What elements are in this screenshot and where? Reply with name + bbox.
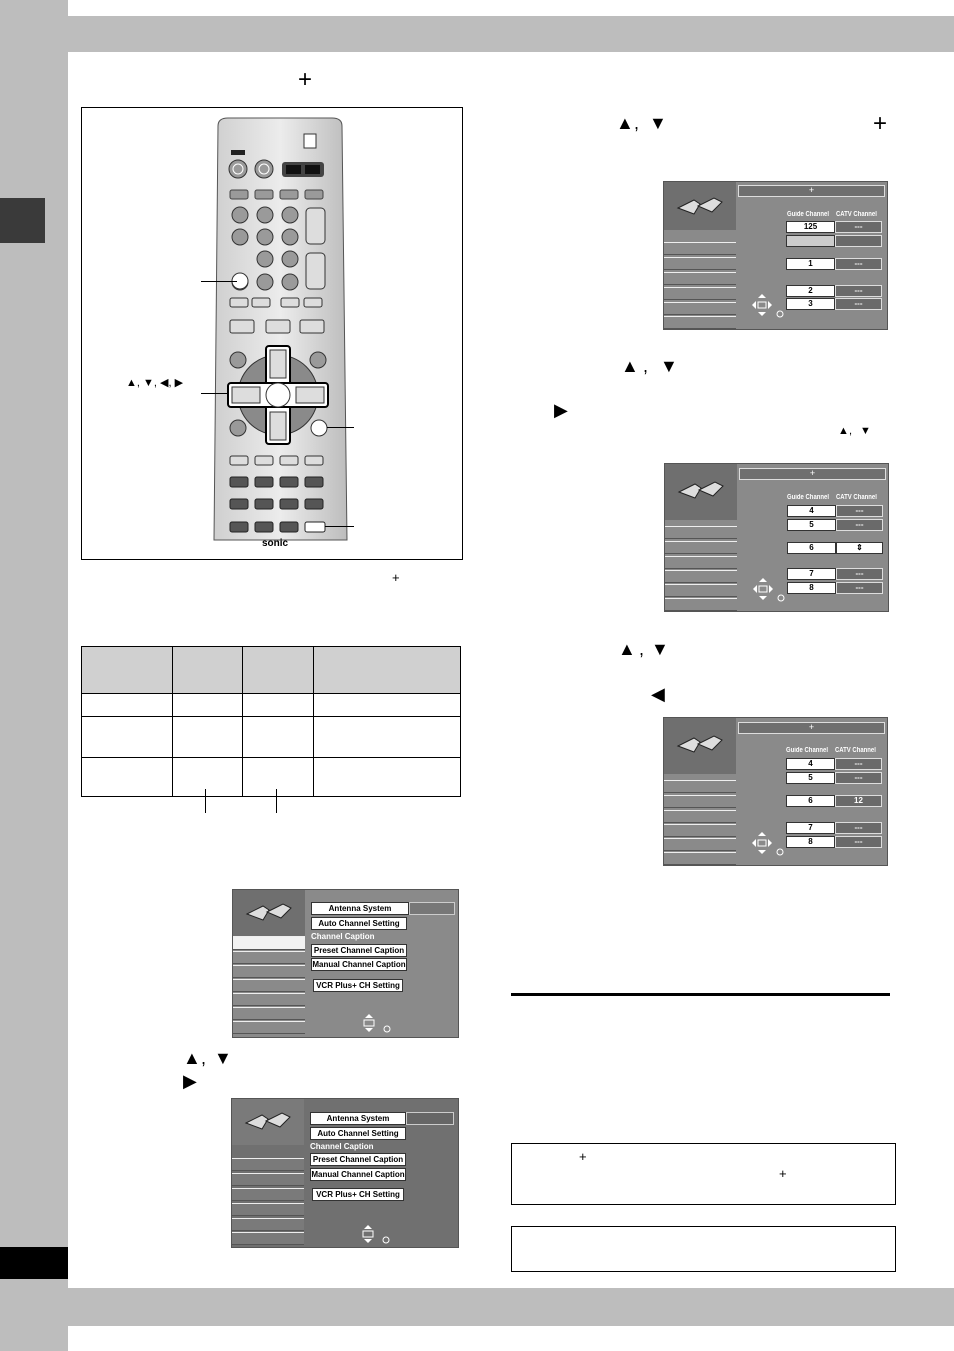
osd-catv-cell[interactable]: --- [835, 758, 882, 770]
step-down-arrow: ▼ [649, 113, 667, 133]
remote-control-image [82, 108, 462, 559]
osd-guide-cell[interactable]: 2 [786, 285, 835, 297]
osd-logo [232, 1099, 304, 1145]
osd-navpad-icon [750, 292, 790, 318]
step-down-arrow: ▼ [214, 1048, 232, 1068]
remote-brand: sonic [262, 538, 289, 549]
osd-channel-caption: Channel Caption [310, 1142, 374, 1151]
osd-guide-cell[interactable]: 7 [786, 822, 835, 834]
osd-catv-cell[interactable]: --- [835, 822, 882, 834]
osd-menu-screen [232, 889, 459, 1038]
osd-logo [664, 182, 736, 230]
osd-nav-item [232, 1203, 304, 1216]
osd-channel-screen-2 [664, 463, 889, 612]
osd-catv-cell[interactable]: --- [835, 285, 882, 297]
info-table [81, 646, 461, 797]
osd-nav-item [233, 993, 305, 1006]
osd-guide-cell[interactable]: 8 [787, 582, 836, 594]
osd-catv-cell[interactable]: --- [835, 836, 882, 848]
step-up-arrow: ▲ [616, 113, 634, 133]
osd-catv-cell-set[interactable]: 12 [835, 795, 882, 807]
osd-navpad-icon [751, 576, 791, 602]
osd-catv-cell[interactable]: --- [836, 505, 883, 517]
osd-navpad-icon [356, 1223, 396, 1245]
osd-nav-item [665, 570, 737, 583]
header-band [68, 16, 954, 52]
osd-nav-item [664, 302, 736, 315]
osd-catv-cell[interactable]: --- [835, 298, 882, 310]
callout-line [201, 281, 237, 282]
table-marker [276, 789, 277, 813]
step-up-arrow: ▲ [183, 1048, 201, 1068]
osd-nav-item [664, 780, 736, 793]
osd-col-guide: Guide Channel [787, 494, 829, 501]
osd-guide-cell[interactable]: 6 [787, 542, 836, 554]
step-down-arrow: ▼ [660, 356, 678, 376]
osd-nav-item [233, 951, 305, 964]
step-up-arrow: ▲ [621, 356, 639, 376]
callout-line [201, 393, 227, 394]
osd-guide-cell[interactable]: 4 [786, 758, 835, 770]
osd-navpad-icon [750, 830, 790, 856]
step-down-arrow: ▼ [651, 639, 669, 659]
osd-nav-item [665, 598, 737, 611]
osd-nav-item [665, 541, 737, 554]
osd-guide-cell[interactable]: 8 [786, 836, 835, 848]
osd-menu-screen-selected [231, 1098, 459, 1248]
step-right-arrow: ▶ [554, 400, 568, 420]
osd-antenna-system[interactable]: Antenna System [310, 1112, 406, 1125]
step-up-arrow: ▲ [618, 639, 636, 659]
osd-nav-item [664, 242, 736, 255]
osd-navpad-icon [357, 1012, 397, 1034]
osd-vcrplus-setting[interactable]: VCR Plus+ CH Setting [313, 979, 403, 992]
osd-nav-item [233, 936, 305, 950]
osd-nav-item [664, 272, 736, 285]
section-divider [511, 993, 890, 996]
osd-nav-item [665, 526, 737, 539]
osd-nav-item [232, 1158, 304, 1171]
osd-nav-item [233, 965, 305, 978]
osd-value [406, 1112, 454, 1125]
osd-nav-item [664, 316, 736, 329]
osd-guide-cell[interactable]: 5 [786, 772, 835, 784]
small-down-arrow: ▼ [860, 425, 871, 437]
osd-catv-cell-editing[interactable]: ⇕ [836, 542, 883, 554]
osd-title-bar: + [738, 185, 885, 197]
osd-catv-cell[interactable]: --- [835, 772, 882, 784]
osd-col-guide: Guide Channel [786, 747, 828, 754]
small-up-arrow: ▲ [838, 425, 849, 437]
osd-guide-cell[interactable]: 5 [787, 519, 836, 531]
section-tab [0, 198, 45, 243]
osd-nav-item [233, 1021, 305, 1034]
arrows-label: ▲, ▼, ◀, ▶ [126, 377, 184, 389]
osd-title-bar: + [739, 468, 886, 480]
osd-guide-cell[interactable]: 1 [786, 258, 835, 270]
small-comma: , [849, 425, 853, 437]
osd-vcrplus-setting[interactable]: VCR Plus+ CH Setting [312, 1188, 404, 1201]
osd-nav-item [664, 852, 736, 865]
osd-col-catv: CATV Channel [836, 211, 877, 218]
osd-guide-cell[interactable] [786, 235, 835, 247]
osd-guide-cell[interactable]: 3 [786, 298, 835, 310]
osd-auto-channel[interactable]: Auto Channel Setting [311, 917, 407, 930]
osd-catv-cell[interactable]: --- [836, 568, 883, 580]
osd-preset-caption[interactable]: Preset Channel Caption [310, 1153, 406, 1166]
osd-value [409, 902, 455, 915]
osd-nav-item [664, 795, 736, 808]
osd-nav-item [665, 584, 737, 597]
step-comma: , [634, 113, 640, 133]
osd-auto-channel[interactable]: Auto Channel Setting [310, 1127, 406, 1140]
osd-channel-screen-1 [663, 181, 888, 330]
step-comma: , [639, 639, 645, 659]
osd-nav-item [233, 979, 305, 992]
osd-col-catv: CATV Channel [836, 494, 877, 501]
osd-nav-item [232, 1173, 304, 1186]
table-marker [205, 789, 206, 813]
osd-title-bar: + [738, 722, 885, 734]
note-plus: + [779, 1166, 787, 1181]
osd-guide-cell[interactable]: 7 [787, 568, 836, 580]
step-plus: + [873, 110, 888, 137]
osd-catv-cell[interactable]: --- [836, 582, 883, 594]
step-left-arrow: ◀ [651, 684, 665, 704]
osd-nav-item [233, 1007, 305, 1020]
osd-nav-item [664, 287, 736, 300]
osd-nav-item [664, 824, 736, 837]
step-right-arrow: ▶ [183, 1071, 197, 1091]
footer-band [68, 1288, 954, 1326]
page-number-tab [0, 1247, 68, 1279]
osd-col-catv: CATV Channel [835, 747, 876, 754]
heading-plus: + [298, 66, 313, 93]
osd-catv-cell[interactable]: --- [835, 258, 882, 270]
osd-col-guide: Guide Channel [787, 211, 829, 218]
osd-logo [664, 718, 736, 774]
osd-preset-caption[interactable]: Preset Channel Caption [311, 944, 407, 957]
osd-channel-screen-3 [663, 717, 888, 866]
osd-catv-cell[interactable]: --- [836, 519, 883, 531]
osd-nav-item [232, 1232, 304, 1245]
osd-guide-cell[interactable]: 6 [786, 795, 835, 807]
osd-guide-cell[interactable]: 125 [786, 221, 835, 233]
osd-manual-caption[interactable]: Manual Channel Caption [311, 1170, 405, 1179]
osd-catv-cell[interactable]: --- [835, 221, 882, 233]
step-comma: , [201, 1048, 207, 1068]
callout-line [325, 526, 354, 527]
osd-guide-cell[interactable]: 4 [787, 505, 836, 517]
osd-nav-item [232, 1218, 304, 1231]
note-plus: + [579, 1149, 587, 1164]
osd-nav-item [232, 1188, 304, 1201]
note-box [511, 1226, 896, 1272]
step-comma: , [643, 356, 649, 376]
osd-nav-item [664, 838, 736, 851]
osd-nav-item [664, 810, 736, 823]
remote-illustration-box [81, 107, 463, 560]
osd-channel-caption: Channel Caption [311, 932, 375, 941]
osd-logo [233, 890, 305, 936]
osd-logo [665, 464, 737, 520]
osd-manual-caption[interactable]: Manual Channel Caption [312, 960, 406, 969]
osd-antenna-system[interactable]: Antenna System [311, 902, 409, 915]
note-box [511, 1143, 896, 1205]
callout-line [327, 427, 354, 428]
osd-nav-item [665, 556, 737, 569]
remote-note-plus: + [392, 570, 400, 585]
osd-catv-cell[interactable] [835, 235, 882, 247]
osd-nav-item [664, 257, 736, 270]
